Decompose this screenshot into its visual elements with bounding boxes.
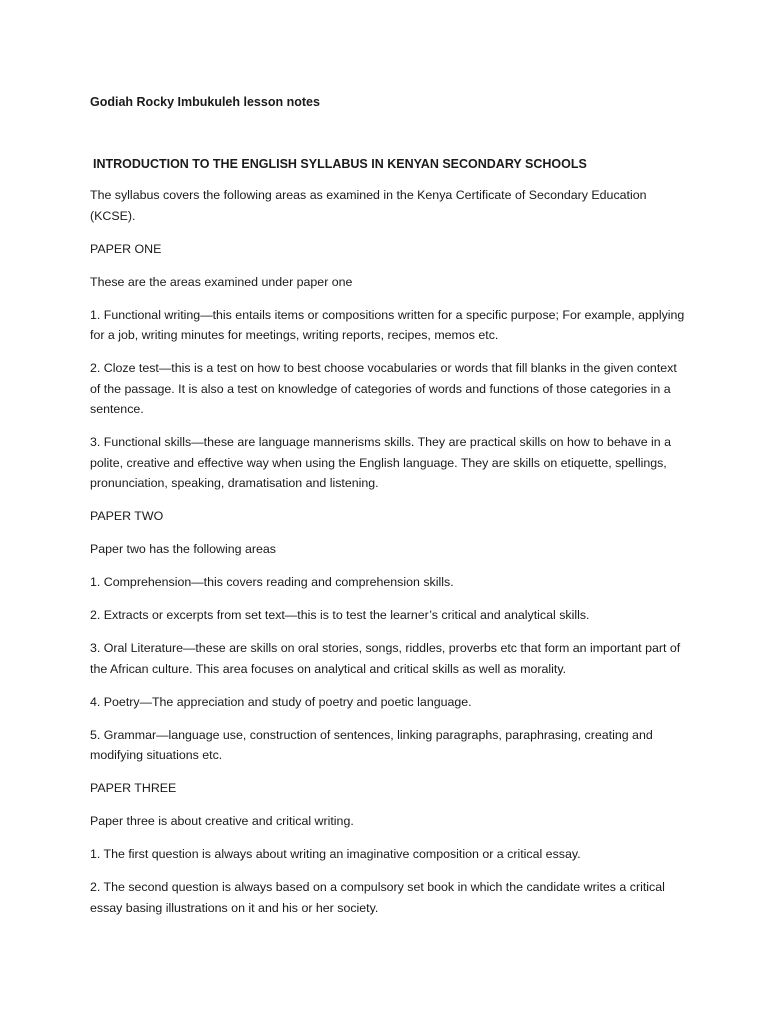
document-page <box>90 93 690 931</box>
document-body <box>90 185 690 918</box>
paper-two-item-4: 4. Poetry—The appreciation and study of poetry and poetic language. <box>90 694 472 709</box>
paper-two-item-5: 5. Grammar—language use, construction of sentences, linking paragraphs, paraphrasing, creating and modifying situations etc. <box>90 727 653 762</box>
paper-two-item-1: 1. Comprehension—this covers reading and comprehension skills. <box>90 575 454 589</box>
paper-one-item-1: 1. Functional writing—this entails items or compositions written for a specific purpose; For example, applying for a job, writing minutes for meetings, writing reports, recipes, memos etc. <box>90 307 685 342</box>
section-heading-paper-one: PAPER ONE <box>90 241 162 256</box>
section-heading-paper-two: PAPER TWO <box>90 509 164 523</box>
document-title: INTRODUCTION TO THE ENGLISH SYLLABUS IN KENYAN SECONDARY SCHOOLS <box>93 157 587 171</box>
paper-two-item-3: 3. Oral Literature—these are skills on oral stories, songs, riddles, proverbs etc that form an important part of the African culture. This area focuses on analytical and critical skills as well as morality. <box>90 641 681 676</box>
section-heading-paper-three: PAPER THREE <box>90 781 177 795</box>
paper-three-intro: Paper three is about creative and critical writing. <box>90 814 354 828</box>
author-line: Godiah Rocky Imbukuleh lesson notes <box>90 95 320 109</box>
paper-one-item-2: 2. Cloze test—this is a test on how to best choose vocabularies or words that fill blanks in the given context of the passage. It is also a test on knowledge of categories of words and functions of those categories in a sentence. <box>90 361 677 416</box>
intro-paragraph: The syllabus covers the following areas as examined in the Kenya Certificate of Secondary Education (KCSE). <box>90 188 647 223</box>
paper-one-intro: These are the areas examined under paper one <box>90 274 353 289</box>
paper-three-item-1: 1. The first question is always about writing an imaginative composition or a critical essay. <box>90 847 581 861</box>
paper-three-item-2: 2. The second question is always based on a compulsory set book in which the candidate writes a critical essay basing illustrations on it and his or her society. <box>90 880 665 915</box>
paper-two-intro: Paper two has the following areas <box>90 542 276 556</box>
paper-one-item-3: 3. Functional skills—these are language mannerisms skills. They are practical skills on how to behave in a polite, creative and effective way when using the English language. They are skills on etiquette, spellings, pronunciation, speaking, dramatisation and listening. <box>90 435 672 490</box>
paper-two-item-2: 2. Extracts or excerpts from set text—this is to test the learner’s critical and analytical skills. <box>90 608 590 622</box>
